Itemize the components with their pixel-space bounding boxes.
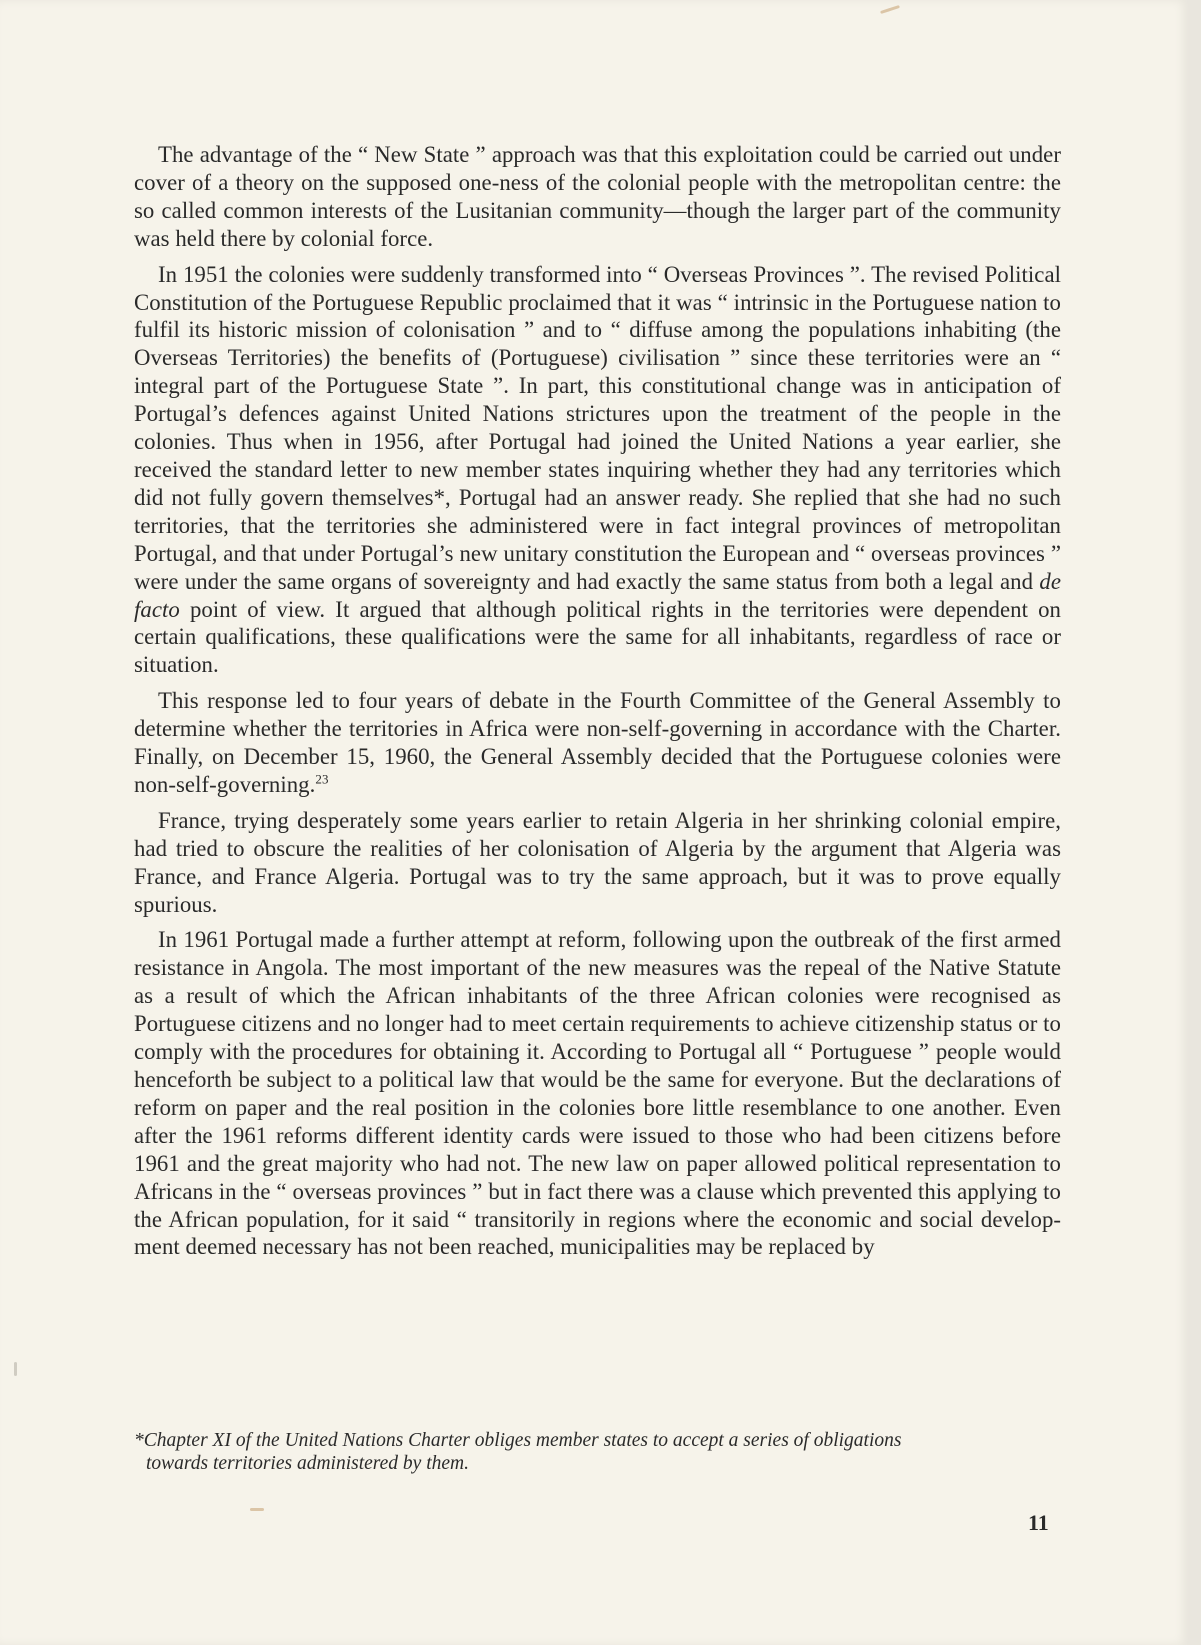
paragraph-1 bbox=[134, 141, 1061, 253]
paper-mark bbox=[14, 1362, 17, 1376]
paragraph-5-text: In 1961 Portugal made a further attempt at reform, following upon the outbreak of the first armed resistance in Angola. The most important of the new measures was the repeal of the Native Statute as a result of which the African inhabitants of the three African colonies were recognised as Portuguese citizens and no longer had to meet certain requirements to achieve citizenship status or to comply with the procedures for obtaining it. According to Portugal all “ Portuguese ” people would henceforth be subject to a political law that would be the same for everyone. But the declarations of reform on paper and the real position in the colonies bore little resemblance to one another. Even after the 1961 reforms different identity cards were issued to those who had been citizens before 1961 and the great majority who had not. The new law on paper allowed political representation to Africans in the “ overseas provinces ” but in fact there was a clause which prevented this applying to the African population, for it said “ transitorily in regions where the economic and social development deemed necessary has not been reached, municipalities may be replaced by bbox=[134, 927, 1061, 1260]
paragraph-2-text-after: point of view. It argued that although political rights in the territories were dependent on certain qualifications, these qualifications were the same for all inhabitants, regardless of race or situation. bbox=[134, 596, 1061, 678]
paragraph-3 bbox=[134, 687, 1061, 799]
footnote-line-2: towards territories administered by them. bbox=[146, 1453, 469, 1474]
paragraph-3-text: This response led to four years of debate in the Fourth Committee of the General Assembly to determine whether the territories in Africa were non-self-governing in accordance with the Charter. Finally, on December 15, 1960, the General Assembly decided that the Portuguese colonies were non-self-governing. bbox=[134, 688, 1061, 797]
paragraph-1-text: The advantage of the “ New State ” approach was that this exploitation could be carried out under cover of a theory on the supposed one-ness of the colonial people with the metropolitan centre: the so called common interests of the Lusitanian community—though the larger part of the community was held there by colonial force. bbox=[134, 142, 1061, 251]
paper-mark bbox=[250, 1508, 264, 1511]
paragraph-2-text: In 1951 the colonies were suddenly transformed into “ Overseas Provinces ”. The revised Political Constitution of the Portuguese Republic proclaimed that it was “ intrinsic in the Portuguese nation to fulfil its historic mission of colonisation ” and to “ diffuse among the populations inhabiting (the Overseas Territories) the benefits of (Portuguese) civilisation ” since these territories were an “ integral part of the Portuguese State ”. In part, this constitutional change was in anticipation of Portugal’s defences against United Nations strictures upon the treatment of the people in the colonies. Thus when in 1956, after Portugal had joined the United Nations a year earlier, she received the standard letter to new member states inquiring whether they had any territories which did not fully govern themselves*, Portugal had an answer ready. She replied that she had no such territories, that the territories she administered were in fact integral provinces of metropolitan Portugal, and that under Portugal’s new unitary constitution the European and “ overseas provinces ” were under the same organs of sovereignty and had exactly the same status from both a legal and bbox=[134, 261, 1061, 594]
footnote-line-1: *Chapter XI of the United Nations Charter obliges member states to accept a series of obligations bbox=[134, 1430, 902, 1451]
paragraph-4 bbox=[134, 807, 1061, 919]
footnote bbox=[134, 1429, 1061, 1475]
page-number: 11 bbox=[1028, 1510, 1049, 1535]
paragraph-2-italic: de facto bbox=[134, 568, 1061, 622]
body-text bbox=[134, 141, 1061, 1269]
paper-mark bbox=[880, 5, 900, 14]
footnote-reference: 23 bbox=[315, 771, 329, 787]
paragraph-2 bbox=[134, 261, 1061, 680]
paragraph-4-text: France, trying desperately some years earlier to retain Algeria in her shrinking colonial empire, had tried to obscure the realities of her colonisation of Algeria by the argument that Algeria was France, and France Algeria. Portugal was to try the same approach, but it was to prove equally spurious. bbox=[134, 807, 1061, 917]
paragraph-5 bbox=[134, 926, 1061, 1261]
